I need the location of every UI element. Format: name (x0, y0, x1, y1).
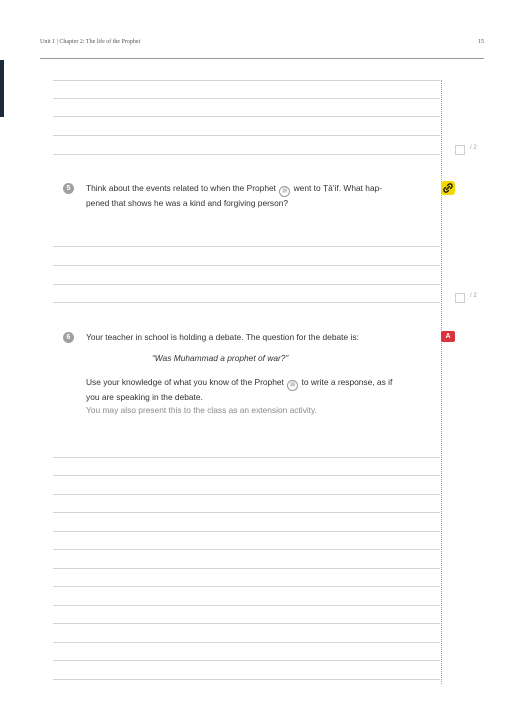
question-number-5: 5 (63, 183, 74, 194)
question-5-line2: pened that shows he was a kind and forgiving person? (86, 198, 289, 208)
answer-line[interactable] (53, 642, 440, 643)
question-5-text (86, 182, 438, 210)
answer-line[interactable] (53, 679, 440, 680)
answer-line[interactable] (53, 135, 440, 136)
answer-line[interactable] (53, 475, 440, 476)
question-6-text-before: Use your knowledge of what you know of the Prophet (86, 377, 284, 387)
answer-line[interactable] (53, 605, 440, 606)
answer-line[interactable] (53, 623, 440, 624)
question-6-line2: you are speaking in the debate. (86, 392, 203, 402)
header-rule (40, 58, 484, 59)
question-5-text-after: went to Ṭā’if. What hap- (293, 183, 383, 193)
answer-line[interactable] (53, 116, 440, 117)
marks-checkbox[interactable] (455, 293, 465, 303)
question-number-6: 6 (63, 332, 74, 343)
answer-line[interactable] (53, 660, 440, 661)
answer-line[interactable] (53, 494, 440, 495)
answer-line[interactable] (53, 512, 440, 513)
page-number: 15 (478, 39, 484, 45)
margin-rule (441, 80, 442, 684)
answer-line[interactable] (53, 284, 440, 285)
answer-line[interactable] (53, 246, 440, 247)
answer-line[interactable] (53, 457, 440, 458)
answer-line[interactable] (53, 265, 440, 266)
question-6-text-after: to write a response, as if (301, 377, 393, 387)
salawat-honorific-icon: ﷺ (279, 186, 290, 197)
assessment-a-icon[interactable]: A (441, 331, 455, 342)
marks-checkbox[interactable] (455, 145, 465, 155)
answer-line[interactable] (53, 98, 440, 99)
answer-line[interactable] (53, 302, 440, 303)
answer-line[interactable] (53, 586, 440, 587)
answer-line[interactable] (53, 568, 440, 569)
marks-label: / 2 (470, 145, 477, 151)
question-6-intro: Your teacher in school is holding a debate. The question for the debate is: (86, 332, 359, 342)
chapter-side-tab (0, 60, 4, 117)
answer-line[interactable] (53, 154, 440, 155)
marks-label: / 2 (470, 293, 477, 299)
debate-question: “Was Muhammad a prophet of war?” (152, 353, 289, 363)
question-6-text (86, 376, 438, 417)
answer-line[interactable] (53, 549, 440, 550)
extension-activity-text: You may also present this to the class as an extension activity. (86, 405, 317, 415)
question-5-text-before: Think about the events related to when the Prophet (86, 183, 276, 193)
answer-line[interactable] (53, 531, 440, 532)
running-header: Unit 1 | Chapter 2: The life of the Prophet (40, 39, 141, 45)
answer-line[interactable] (53, 80, 440, 81)
link-icon[interactable] (441, 181, 455, 195)
salawat-honorific-icon: ﷺ (287, 380, 298, 391)
